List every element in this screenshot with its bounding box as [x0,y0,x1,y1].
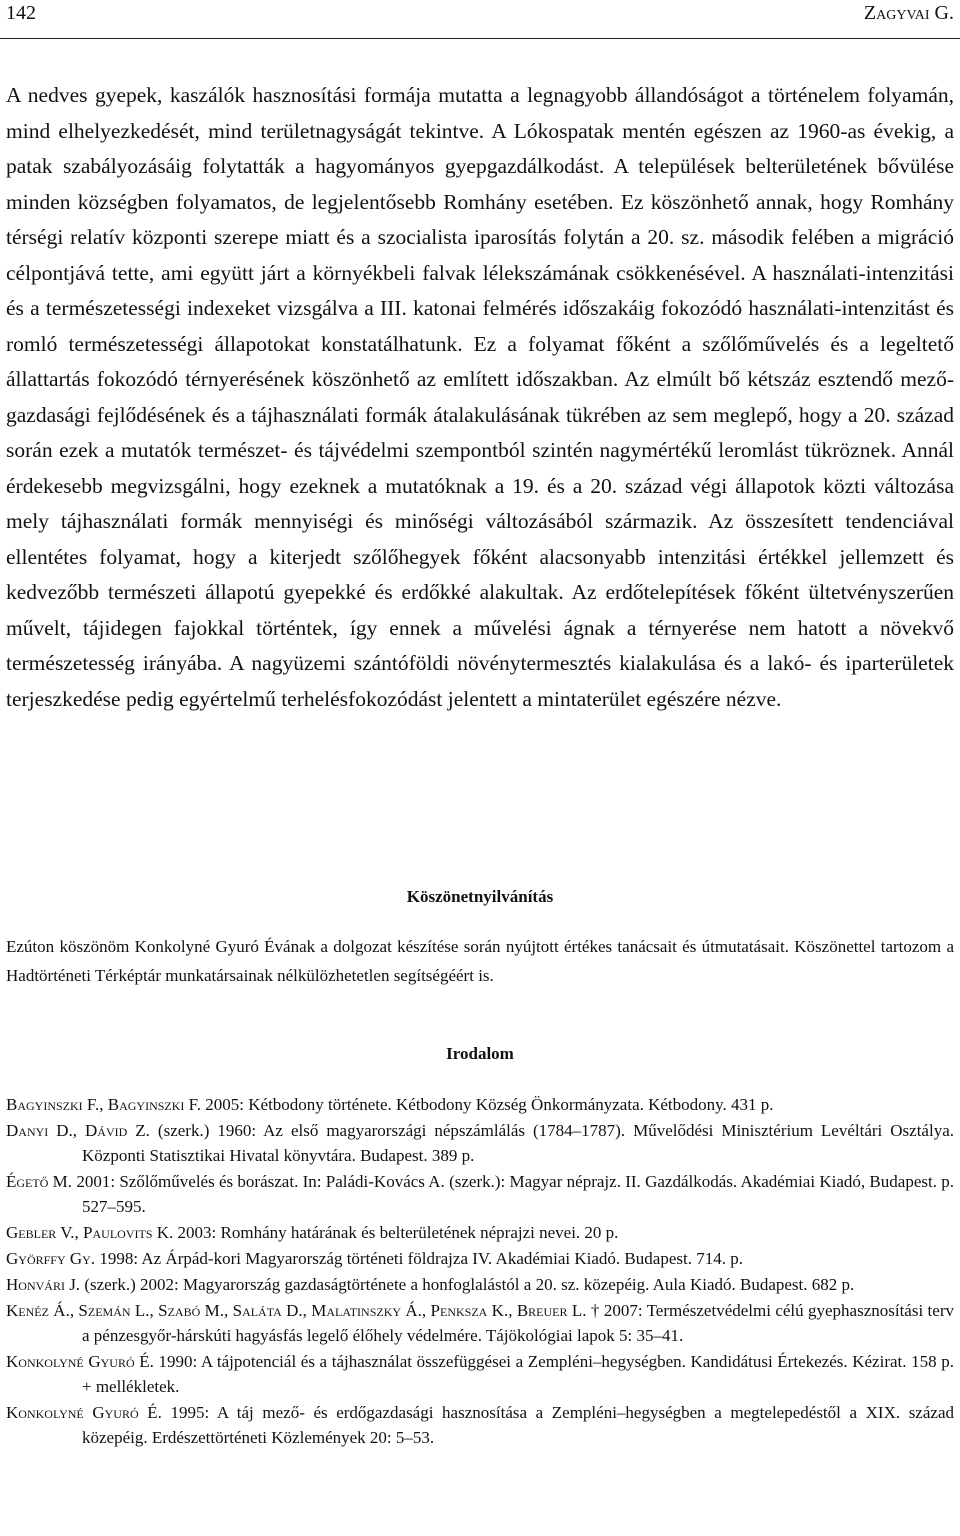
reference-text: (szerk.) 2002: Magyarország gazdaságtörténete a honfoglalástól a 20. sz. közepéig. Aula Kiadó. Budapest. 682 p. [80,1275,855,1294]
reference-text: 2003: Romhány határának és belterületének néprajzi nevei. 20 p. [173,1223,619,1242]
reference-item [6,1118,954,1168]
reference-text: 2001: Szőlőművelés és borászat. In: Paládi-Kovács A. (szerk.): Magyar néprajz. II. Gazdálkodás. Akadémiai Kiadó, Budapest. p. 527–595. [72,1172,954,1216]
reference-text: 2005: Kétbodony története. Kétbodony Község Önkormányzata. Kétbodony. 431 p. [201,1095,774,1114]
reference-item [6,1272,954,1297]
reference-item [6,1349,954,1399]
page-number: 142 [6,2,36,24]
reference-text: (szerk.) 1960: Az első magyarországi népszámlálás (1784–1787). Művelődési Minisztérium Levéltári Osztálya. Központi Statisztikai Hivatal könyvtára. Budapest. 389 p. [82,1121,954,1165]
reference-authors: Honvári J. [6,1275,81,1294]
reference-text: † 2007: Természetvédelmi célú gyephasznosítási terv a pénzesgyőr-hárskúti hagyásfás legelő élőhely védelmére. Tájökológiai lapok 5: 35–41. [82,1301,954,1345]
running-author: Zagyvai G. [863,2,954,24]
reference-item [6,1220,954,1245]
body-paragraph: A nedves gyepek, kaszálók hasznosítási formája mutatta a legnagyobb állandóságot a történelem folyamán, mind elhelyezkedését, mind területnagyságát tekintve. A Lókospatak mentén egészen az 1960-as évekig, a patak szabályozásáig folytatták a hagyományos gyepgazdálkodást. A települések belterületének bővülése minden községben folyamatos, de legjelentősebb Romhány esetében. Ez köszönhető annak, hogy Romhány térségi relatív központi szerepe miatt és a szocialista iparosítás folytán a 20. sz. második felében a migráció célpontjává tette, ami együtt járt a környékbeli falvak lélekszámának csökkenésével. A használati-intenzitási és a természetességi indexeket vizsgálva a III. katonai felmérés időszakáig fokozódó használati-intenzitást és romló természetességi állapotokat konstatálhatunk. Ez a folyamat főként a szőlőművelés és a legeltető állattartás fokozódó térnyerésének köszönhető az említett időszakban. Az elmúlt bő kétszáz esztendő mezőgazdasági fejlődésének és a tájhasználati formák átalakulásának tükrében az sem meglepő, hogy a 20. század során ezek a mutatók természet- és tájvédelmi szempontból szintén nagymértékű leromlást tükröznek. Annál érdekesebb megvizsgálni, hogy ezeknek a mutatóknak a 19. és a 20. század végi állapotok közti változása mely tájhasználati formák mennyiségi és minőségi változásából származik. Az összesített tendenciával ellentétes folyamat, hogy a kiterjedt szőlőhegyek főként alacsonyabb intenzitási értékkel jellemzett és kedvezőbb természeti állapotú gyepekké és erdőkké alakultak. Az erdőtelepítések főként ültetvényszerűen művelt, tájidegen fajokkal történtek, így ennek a művelési ágnak a térnyerése nem hatott a növekvő természetesség irányába. A nagyüzemi szántóföldi növénytermesztés kialakulása és a lakó- és iparterületek terjeszkedése pedig egyértelmű terhelésfokozódást jelentett a mintaterület egészére nézve. [6,83,954,711]
reference-authors: Kenéz Á., Szemán L., Szabó M., Saláta D., Malatinszky Á., Penksza K., Breuer L. [6,1301,587,1320]
reference-authors: Konkolyné Gyuró É. [6,1403,162,1422]
reference-item [6,1246,954,1271]
reference-authors: Györffy Gy. [6,1249,96,1268]
reference-item [6,1092,954,1117]
references-heading: Irodalom [446,1044,514,1063]
reference-text: 1990: A tájpotenciál és a tájhasználat összefüggései a Zempléni–hegységben. Kandidátusi Értekezés. Kézirat. 158 p. + mellékletek. [82,1352,954,1396]
reference-authors: Bagyinszki F., Bagyinszki F. [6,1095,202,1114]
acknowledgement-heading: Köszönetnyilvánítás [406,887,554,906]
reference-text: 1995: A táj mező- és erdőgazdasági hasznosítása a Zempléni–hegységben a megtelepedéstől a XIX. század közepéig. Erdészettörténeti Közlemények 20: 5–53. [82,1403,954,1447]
reference-item [6,1400,954,1450]
reference-text: 1998: Az Árpád-kori Magyarország történeti földrajza IV. Akadémiai Kiadó. Budapest. 714. p. [95,1249,743,1268]
reference-authors: Égető M. [6,1172,73,1191]
reference-list [6,1092,954,1451]
acknowledgement-text: Ezúton köszönöm Konkolyné Gyuró Évának a dolgozat készítése során nyújtott értékes tanácsait és útmutatásait. Köszönettel tartozom a Hadtörténeti Térképtár munkatársainak nélkülözhetetlen segítségéért is. [6,937,954,985]
reference-item [6,1169,954,1219]
reference-authors: Danyi D., Dávid Z. [6,1121,150,1140]
reference-item [6,1298,954,1348]
reference-authors: Gebler V., Paulovits K. [6,1223,174,1242]
reference-authors: Konkolyné Gyuró É. [6,1352,154,1371]
running-header [0,0,960,39]
